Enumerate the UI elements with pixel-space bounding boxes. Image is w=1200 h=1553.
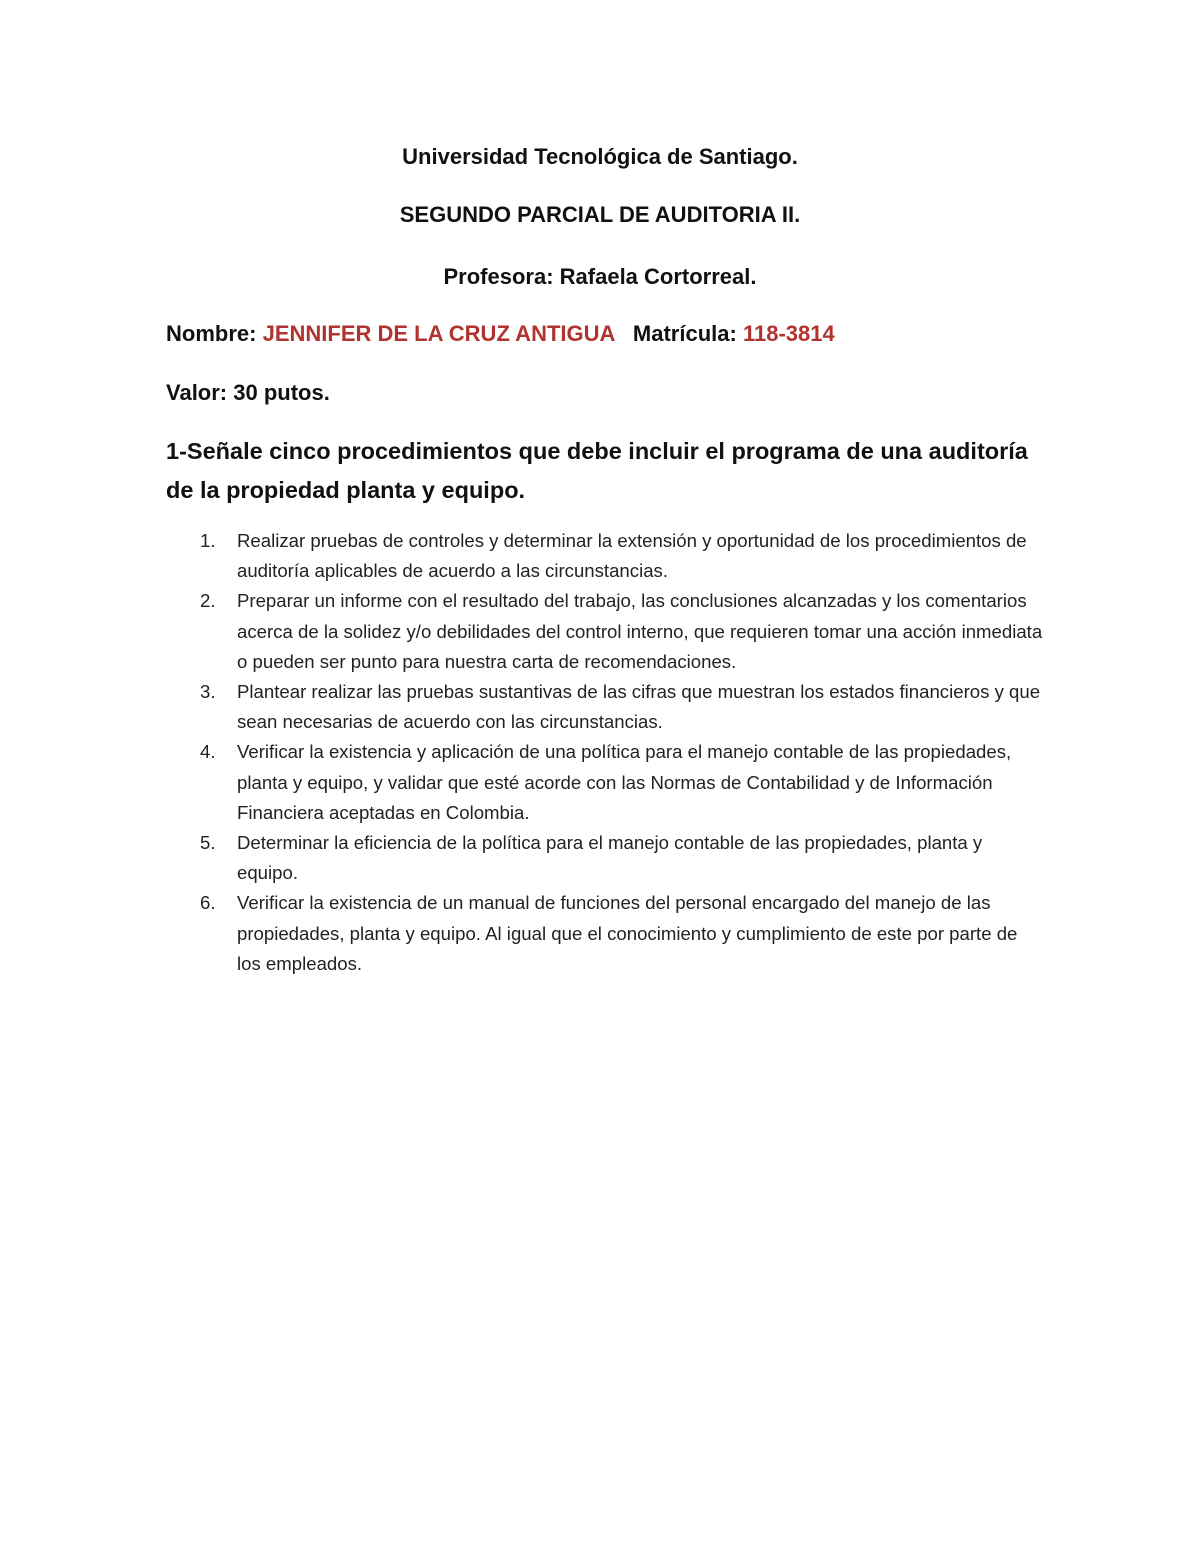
name-value: JENNIFER DE LA CRUZ ANTIGUA <box>262 321 615 346</box>
list-item <box>166 737 1046 828</box>
list-item-text: Verificar la existencia de un manual de funciones del personal encargado del manejo de las propiedades, planta y equipo. Al igual que el conocimiento y cumplimiento de este por parte de los empleados. <box>237 892 1018 974</box>
list-item-text: Realizar pruebas de controles y determinar la extensión y oportunidad de los procedimientos de auditoría aplicables de acuerdo a las circunstancias. <box>237 530 1027 582</box>
list-item <box>166 586 1046 677</box>
list-item-text: Verificar la existencia y aplicación de una política para el manejo contable de las propiedades, planta y equipo, y validar que esté acorde con las Normas de Contabilidad y de Información Financiera aceptadas en Colombia. <box>237 741 1012 823</box>
professor-line: Profesora: Rafaela Cortorreal. <box>443 264 757 289</box>
list-item <box>166 526 1046 586</box>
list-item-text: Determinar la eficiencia de la política para el manejo contable de las propiedades, planta y equipo. <box>237 832 983 884</box>
list-item-text: Plantear realizar las pruebas sustantivas de las cifras que muestran los estados financieros y que sean necesarias de acuerdo con las circunstancias. <box>237 681 1041 733</box>
list-item-number: 6. <box>200 892 216 914</box>
student-line <box>166 320 835 348</box>
university-title: Universidad Tecnológica de Santiago. <box>402 144 798 169</box>
id-value: 118-3814 <box>742 321 835 346</box>
answers-list <box>166 526 1046 979</box>
exam-title: SEGUNDO PARCIAL DE AUDITORIA II. <box>399 202 801 227</box>
list-item <box>166 677 1046 737</box>
score-line: Valor: 30 putos. <box>166 380 330 405</box>
list-item-number: 2. <box>200 590 216 612</box>
list-item-number: 5. <box>200 832 216 854</box>
list-item-number: 1. <box>200 530 216 551</box>
list-item <box>166 828 1046 888</box>
list-item <box>166 888 1046 979</box>
list-item-text: Preparar un informe con el resultado del trabajo, las conclusiones alcanzadas y los comentarios acerca de la solidez y/o debilidades del control interno, que requieren tomar una acción inmediata o pueden ser punto para nuestra carta de recomendaciones. <box>237 590 1043 672</box>
list-item-number: 3. <box>200 681 216 703</box>
id-label: Matrícula: <box>632 321 737 346</box>
list-item-number: 4. <box>200 741 216 763</box>
name-label: Nombre: <box>166 321 257 346</box>
question-text: 1-Señale cinco procedimientos que debe incluir el programa de una auditoría de la propiedad planta y equipo. <box>166 438 1028 503</box>
